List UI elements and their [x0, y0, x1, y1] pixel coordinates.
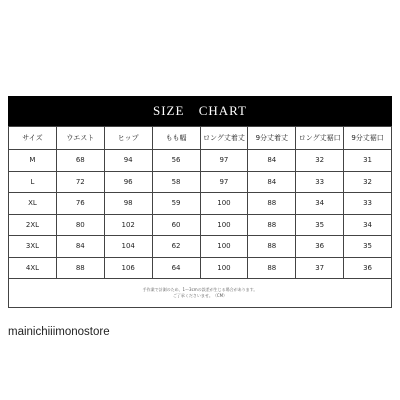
table-cell: 64	[152, 257, 200, 279]
table-cell: 31	[344, 150, 392, 172]
table-cell: 102	[104, 214, 152, 236]
table-cell: 68	[56, 150, 104, 172]
table-cell: 88	[56, 257, 104, 279]
table-cell: 88	[248, 214, 296, 236]
table-cell: 100	[200, 214, 248, 236]
column-header: ロング丈着丈	[200, 127, 248, 150]
table-row	[9, 193, 392, 215]
table-cell: 34	[344, 214, 392, 236]
table-cell: 88	[248, 257, 296, 279]
table-row	[9, 214, 392, 236]
table-cell: 33	[296, 171, 344, 193]
table-cell: 35	[344, 236, 392, 258]
table-row	[9, 236, 392, 258]
size-chart	[8, 96, 392, 308]
store-name: mainichiiimonostore	[8, 326, 110, 338]
column-header: もも幅	[152, 127, 200, 150]
table-cell: 104	[104, 236, 152, 258]
table-cell: 100	[200, 257, 248, 279]
table-cell: 84	[248, 150, 296, 172]
measurement-note	[8, 279, 392, 308]
table-cell: 62	[152, 236, 200, 258]
column-header: 9分丈裾口	[344, 127, 392, 150]
table-cell: 88	[248, 193, 296, 215]
table-cell: 72	[56, 171, 104, 193]
table-row	[9, 150, 392, 172]
table-cell: 84	[248, 171, 296, 193]
table-cell: 100	[200, 236, 248, 258]
table-cell: 2XL	[9, 214, 57, 236]
table-cell: 97	[200, 150, 248, 172]
table-cell: 33	[344, 193, 392, 215]
table-row	[9, 171, 392, 193]
table-cell: 88	[248, 236, 296, 258]
table-cell: 98	[104, 193, 152, 215]
column-header: サイズ	[9, 127, 57, 150]
table-cell: 80	[56, 214, 104, 236]
table-cell: 100	[200, 193, 248, 215]
table-cell: 35	[296, 214, 344, 236]
table-cell: L	[9, 171, 57, 193]
table-cell: 76	[56, 193, 104, 215]
measurement-note-line: 手作業で計測のため、1～3cmの誤差が生じる場合があります。	[142, 287, 258, 292]
table-cell: 94	[104, 150, 152, 172]
table-cell: XL	[9, 193, 57, 215]
table-cell: 84	[56, 236, 104, 258]
table-cell: 37	[296, 257, 344, 279]
table-header-row	[9, 127, 392, 150]
table-cell: M	[9, 150, 57, 172]
table-cell: 36	[296, 236, 344, 258]
table-cell: 96	[104, 171, 152, 193]
table-cell: 32	[296, 150, 344, 172]
table-cell: 56	[152, 150, 200, 172]
table-cell: 3XL	[9, 236, 57, 258]
table-row	[9, 257, 392, 279]
table-cell: 36	[344, 257, 392, 279]
column-header: 9分丈着丈	[248, 127, 296, 150]
table-cell: 58	[152, 171, 200, 193]
column-header: ウエスト	[56, 127, 104, 150]
size-chart-title: SIZE CHART	[8, 96, 392, 126]
column-header: ヒップ	[104, 127, 152, 150]
table-cell: 34	[296, 193, 344, 215]
table-cell: 59	[152, 193, 200, 215]
column-header: ロング丈裾口	[296, 127, 344, 150]
measurement-note-line: ご了承くださいませ。（CM）	[172, 293, 228, 298]
table-cell: 106	[104, 257, 152, 279]
size-table	[8, 126, 392, 279]
table-cell: 32	[344, 171, 392, 193]
table-cell: 60	[152, 214, 200, 236]
table-cell: 4XL	[9, 257, 57, 279]
table-cell: 97	[200, 171, 248, 193]
